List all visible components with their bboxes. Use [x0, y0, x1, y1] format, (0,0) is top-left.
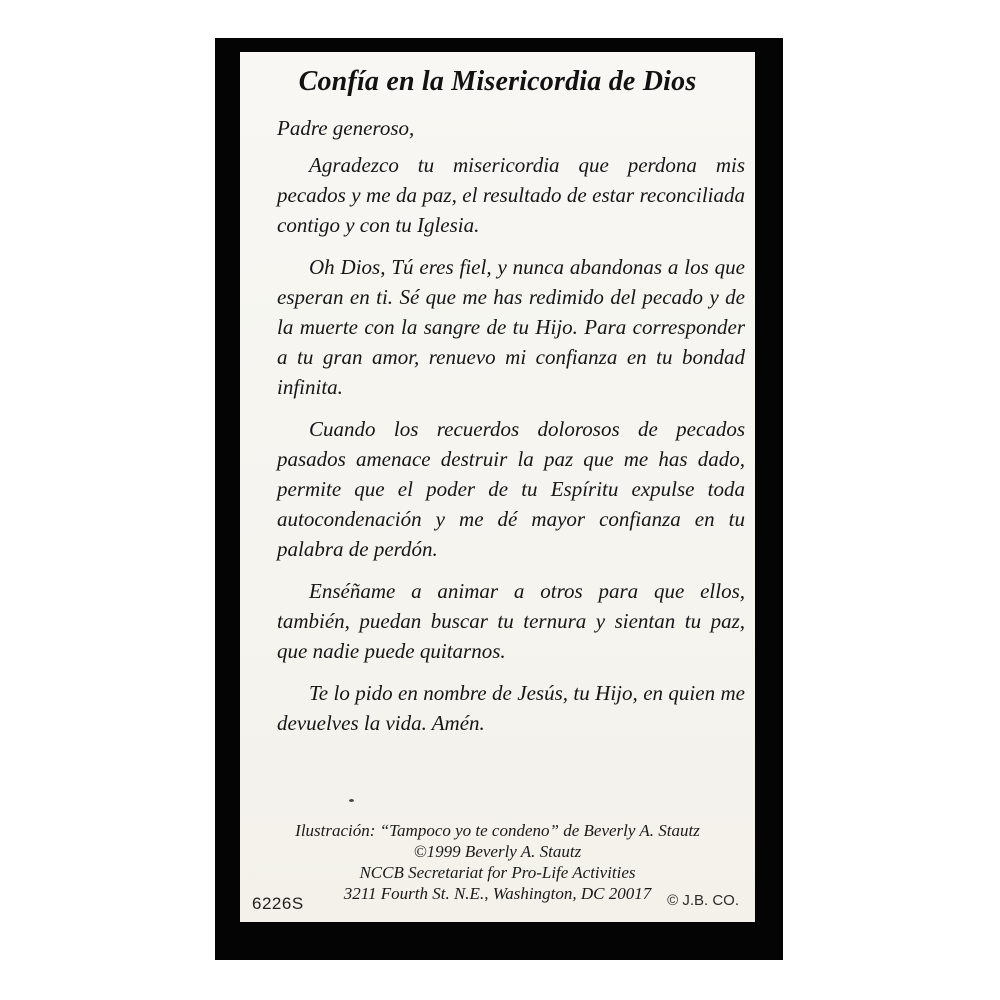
credit-organization: NCCB Secretariat for Pro-Life Activities [359, 863, 636, 882]
prayer-salutation: Padre generoso, [277, 116, 415, 140]
prayer-paragraph: Cuando los recuerdos dolorosos de pecados pasados amenace destruir la paz que me has dado, permite que el poder de tu Espíritu expulse toda autocondenación y me dé mayor confianza en tu palabra de perdón. [277, 417, 745, 561]
prayer-paragraph: Agradezco tu misericordia que perdona mis pecados y me da paz, el resultado de estar reconciliada contigo y con tu Iglesia. [277, 153, 745, 237]
prayer-card [240, 52, 755, 922]
card-title: Confía en la Misericordia de Dios [298, 66, 697, 97]
credit-illustration: Ilustración: “Tampoco yo te condeno” de Beverly A. Stautz [295, 821, 700, 840]
prayer-text [277, 113, 745, 750]
card-frame [215, 38, 783, 960]
prayer-paragraph: Oh Dios, Tú eres fiel, y nunca abandonas a los que esperan en ti. Sé que me has redimido del pecado y de la muerte con la sangre de tu Hijo. Para corresponder a tu gran amor, renuevo mi confianza en tu bondad infinita. [277, 255, 745, 399]
publisher-mark: © J.B. CO. [667, 892, 739, 909]
credit-copyright: ©1999 Beverly A. Stautz [413, 842, 582, 861]
credit-address: 3211 Fourth St. N.E., Washington, DC 20017 [343, 884, 652, 903]
stray-ink-dot [349, 799, 354, 802]
prayer-paragraph: Te lo pido en nombre de Jesús, tu Hijo, en quien me devuelves la vida. Amén. [277, 681, 745, 735]
prayer-paragraph: Enséñame a animar a otros para que ellos, también, puedan buscar tu ternura y sientan tu paz, que nadie puede quitarnos. [277, 579, 745, 663]
item-number: 6226S [252, 894, 304, 913]
